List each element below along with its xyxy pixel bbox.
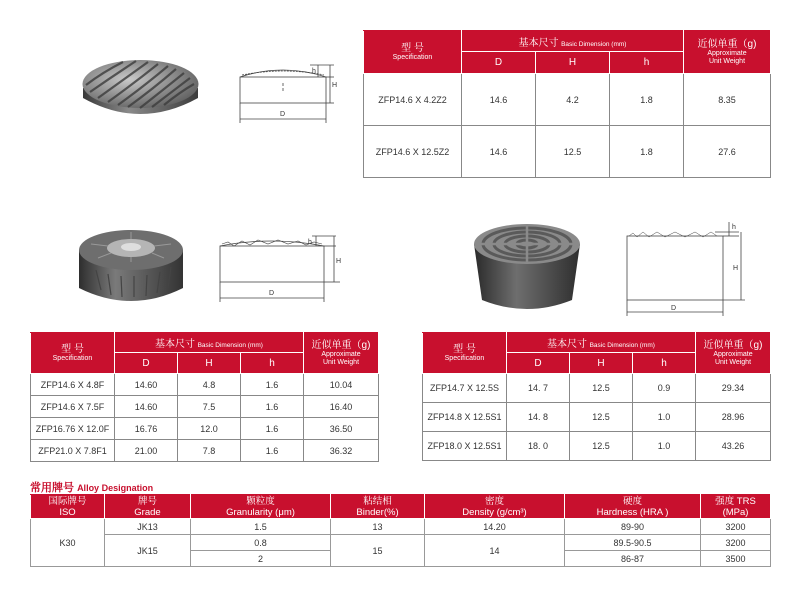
drawing-3-h-label: H <box>733 265 739 272</box>
technical-drawing-3 <box>615 220 755 320</box>
header-col-h-lower: h <box>633 353 696 374</box>
drawing-1-h-label: H <box>332 82 338 89</box>
drawing-3-sh-label: h <box>732 224 736 231</box>
header-col-d: D <box>507 353 570 374</box>
header-basic-dimension: 基本尺寸 Basic Dimension (mm) <box>115 333 304 353</box>
header-grade: 牌号 Grade <box>105 495 191 519</box>
table-row: 2 86-87 3500 <box>31 551 771 567</box>
table-row: ZFP14.6 X 4.8F 14.60 4.8 1.6 10.04 <box>31 374 379 396</box>
header-basic-dimension: 基本尺寸 Basic Dimension (mm) <box>462 31 684 52</box>
header-weight: 近似单重（g) Approximate Unit Weight <box>684 31 771 74</box>
table-row: K30 JK13 1.5 13 14.20 89-90 3200 <box>31 519 771 535</box>
header-col-h-upper: H <box>570 353 633 374</box>
header-col-h-lower: h <box>610 52 684 74</box>
header-col-d: D <box>462 52 536 74</box>
table-row: ZFP21.0 X 7.8F1 21.00 7.8 1.6 36.32 <box>31 440 379 462</box>
drawing-2-sh-label: h <box>308 239 312 246</box>
table-row: ZFP14.6 X 12.5Z2 14.6 12.5 1.8 27.6 <box>364 126 771 178</box>
header-col-d: D <box>115 353 178 374</box>
header-granularity: 颗粒度 Granularity (μm) <box>191 495 331 519</box>
drawing-1-sh-label: h <box>312 68 316 75</box>
header-trs: 强度 TRS (MPa) <box>701 495 771 519</box>
product-image-flat-insert <box>76 222 186 307</box>
header-col-h-upper: H <box>178 353 241 374</box>
alloy-table <box>30 494 771 567</box>
header-col-h-upper: H <box>536 52 610 74</box>
technical-drawing-2 <box>212 232 352 312</box>
drawing-2-d-label: D <box>269 290 275 297</box>
table-row: ZFP14.7 X 12.5S 14. 7 12.5 0.9 29.34 <box>423 374 771 403</box>
table-row: ZFP14.6 X 7.5F 14.60 7.5 1.6 16.40 <box>31 396 379 418</box>
spec-table-2 <box>30 332 379 462</box>
technical-drawing-1 <box>230 55 340 135</box>
drawing-2-h-label: H <box>336 258 342 265</box>
header-density: 密度 Density (g/cm³) <box>425 495 565 519</box>
header-weight: 近似单重（g) Approximate Unit Weight <box>696 333 771 374</box>
header-spec: 型 号 Specification <box>423 333 507 374</box>
header-iso: 国际牌号 ISO <box>31 495 105 519</box>
header-spec: 型 号 Specification <box>31 333 115 374</box>
header-spec: 型 号 Specification <box>364 31 462 74</box>
product-image-ridged-insert <box>78 52 203 124</box>
header-weight: 近似单重（g) Approximate Unit Weight <box>304 333 379 374</box>
drawing-1-d-label: D <box>280 111 286 118</box>
header-col-h-lower: h <box>241 353 304 374</box>
header-hardness: 硬度 Hardness (HRA ) <box>565 495 701 519</box>
spec-table-1 <box>363 30 771 178</box>
table-row: ZFP14.8 X 12.5S1 14. 8 12.5 1.0 28.96 <box>423 403 771 432</box>
table-row: JK15 0.8 15 14 89.5-90.5 3200 <box>31 535 771 551</box>
drawing-3-d-label: D <box>671 305 677 312</box>
spec-table-3 <box>422 332 771 461</box>
table-row: ZFP18.0 X 12.5S1 18. 0 12.5 1.0 43.26 <box>423 432 771 461</box>
product-image-tall-insert <box>468 216 586 316</box>
header-binder: 粘结相 Binder(%) <box>331 495 425 519</box>
table-row: ZFP16.76 X 12.0F 16.76 12.0 1.6 36.50 <box>31 418 379 440</box>
table-row: ZFP14.6 X 4.2Z2 14.6 4.2 1.8 8.35 <box>364 74 771 126</box>
header-basic-dimension: 基本尺寸 Basic Dimension (mm) <box>507 333 696 353</box>
alloy-section-title: 常用牌号 Alloy Designation <box>30 482 154 494</box>
